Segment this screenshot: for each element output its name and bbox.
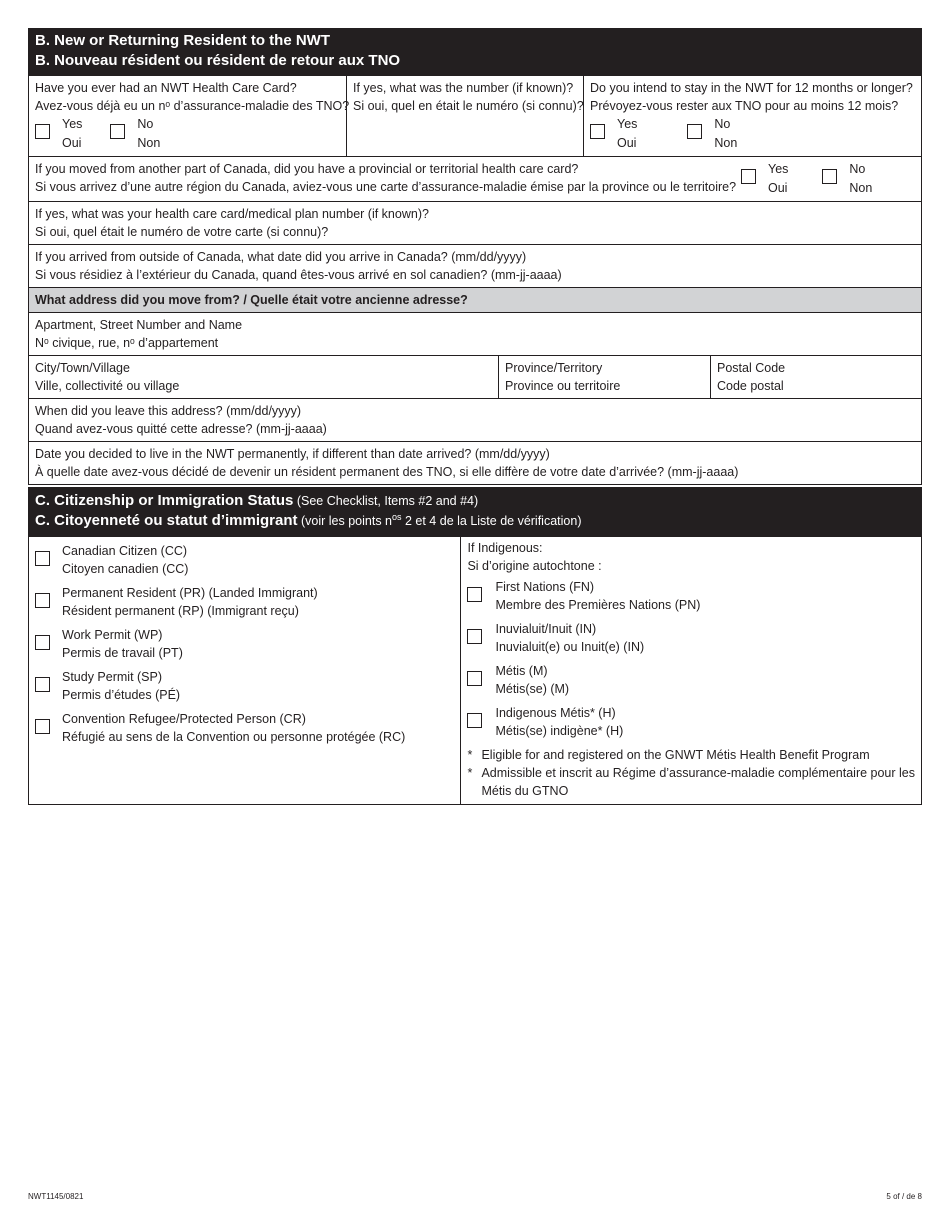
indigenous-in-label-fr: Inuvialuit(e) ou Inuit(e) (IN) [495, 640, 645, 654]
status-wp-checkbox[interactable] [35, 635, 50, 650]
indigenous-option-h[interactable] [467, 704, 915, 742]
section-c-note-fr-b: 2 et 4 de la Liste de vérification) [401, 514, 582, 528]
section-c-body [28, 537, 922, 805]
indigenous-h-label-en: Indigenous Métis* (H) [495, 706, 616, 720]
yes-label-fr: Oui [62, 136, 82, 150]
indigenous-option-m[interactable] [467, 662, 915, 700]
status-option-wp[interactable] [35, 626, 454, 664]
indigenous-h-checkbox[interactable] [467, 713, 482, 728]
yes-label-en: Yes [617, 117, 638, 131]
arrival-date-label-fr: Si vous résidiez à l’extérieur du Canada, quand êtes-vous arrivé en sol canadien? (mm-jj-aaaa) [35, 268, 562, 282]
previous-address-heading: What address did you move from? / Quelle était votre ancienne adresse? [35, 293, 468, 307]
city-field[interactable] [29, 356, 498, 398]
provincial-card-row [29, 156, 921, 201]
provincial-card-options [739, 157, 921, 201]
plan-number-row [29, 201, 921, 244]
leave-date-label-en: When did you leave this address? (mm/dd/yyyy) [35, 404, 302, 418]
plan-number-label-en: If yes, what was your health care card/medical plan number (if known)? [35, 207, 429, 221]
status-sp-checkbox[interactable] [35, 677, 50, 692]
form-code: NWT1145/0821 [28, 1192, 84, 1201]
had-card-label-en: Have you ever had an NWT Health Care Card? [35, 81, 297, 95]
indigenous-option-in[interactable] [467, 620, 915, 658]
section-b-title-en: B. New or Returning Resident to the NWT [35, 32, 330, 49]
status-pr-label-en: Permanent Resident (PR) (Landed Immigrant) [62, 586, 318, 600]
stay-no-option[interactable] [687, 115, 737, 153]
status-pr-label-fr: Résident permanent (RP) (Immigrant reçu) [62, 604, 299, 618]
footnote-star: * [467, 748, 473, 762]
provincial-card-yes-option[interactable] [741, 160, 788, 198]
page-number: 5 of / de 8 [886, 1192, 922, 1201]
indigenous-footnote [467, 746, 915, 800]
postal-label-en: Postal Code [717, 361, 786, 375]
card-number-label-en: If yes, what was the number (if known)? [353, 81, 574, 95]
stay-options [590, 115, 915, 153]
section-c-title-en-line [35, 491, 915, 511]
arrival-date-field[interactable] [29, 245, 921, 287]
footnote-fr-line2: Métis du GTNO [481, 784, 569, 798]
section-b-title-fr: B. Nouveau résident ou résident de retour aux TNO [35, 52, 401, 69]
indigenous-header-en: If Indigenous: [467, 541, 543, 555]
health-card-row [29, 76, 921, 156]
status-list [29, 537, 460, 804]
section-b [28, 28, 922, 485]
no-label-fr: Non [137, 136, 161, 150]
permanent-date-field[interactable] [29, 442, 921, 484]
provincial-card-label-en: If you moved from another part of Canada, did you have a provincial or territorial health care card? [35, 162, 579, 176]
indigenous-header [467, 539, 915, 575]
province-field[interactable] [498, 356, 710, 398]
plan-number-field[interactable] [29, 202, 921, 244]
had-card-no-checkbox[interactable] [110, 124, 125, 139]
arrival-date-label-en: If you arrived from outside of Canada, what date did you arrive in Canada? (mm/dd/yyyy) [35, 250, 527, 264]
indigenous-fn-checkbox[interactable] [467, 587, 482, 602]
plan-number-label-fr: Si oui, quel était le numéro de votre carte (si connu)? [35, 225, 329, 239]
leave-date-row [29, 398, 921, 441]
stay-yes-option[interactable] [590, 115, 637, 153]
stay-yes-checkbox[interactable] [590, 124, 605, 139]
street-label-fr: Nᵒ civique, rue, nᵒ d’appartement [35, 336, 219, 350]
provincial-card-no-option[interactable] [822, 160, 872, 198]
footnote-en: Eligible for and registered on the GNWT Métis Health Benefit Program [481, 748, 870, 762]
previous-address-header [29, 287, 921, 312]
yes-label-fr: Oui [617, 136, 637, 150]
had-card-yes-option[interactable] [35, 115, 82, 153]
card-number-field[interactable] [346, 76, 583, 156]
indigenous-option-fn[interactable] [467, 578, 915, 616]
footnote-fr-line1: Admissible et inscrit au Régime d’assurance-maladie complémentaire pour les [481, 766, 915, 780]
section-c [28, 487, 922, 805]
city-label-fr: Ville, collectivité ou village [35, 379, 180, 393]
status-option-pr[interactable] [35, 584, 454, 622]
status-option-cr[interactable] [35, 710, 454, 748]
street-label-en: Apartment, Street Number and Name [35, 318, 243, 332]
city-province-postal-row [29, 355, 921, 398]
section-b-header [28, 28, 922, 76]
status-pr-checkbox[interactable] [35, 593, 50, 608]
permanent-date-label-fr: À quelle date avez-vous décidé de devenir un résident permanent des TNO, si elle diffère de votre date d’arrivée? (mm-jj-aaaa) [35, 465, 739, 479]
yes-label-en: Yes [62, 117, 83, 131]
status-wp-label-en: Work Permit (WP) [62, 628, 163, 642]
provincial-card-question [29, 157, 739, 201]
provincial-card-label-fr: Si vous arrivez d’une autre région du Canada, aviez-vous une carte d’assurance-maladie émise par la province ou le territoire? [35, 180, 737, 194]
status-cr-label-fr: Réfugié au sens de la Convention ou personne protégée (RC) [62, 730, 406, 744]
indigenous-in-checkbox[interactable] [467, 629, 482, 644]
card-number-label-fr: Si oui, quel en était le numéro (si connu)? [353, 99, 584, 113]
status-option-cc[interactable] [35, 542, 454, 580]
had-card-no-option[interactable] [110, 115, 160, 153]
indigenous-list [460, 537, 921, 804]
had-card-yes-checkbox[interactable] [35, 124, 50, 139]
indigenous-in-label-en: Inuvialuit/Inuit (IN) [495, 622, 597, 636]
status-sp-label-en: Study Permit (SP) [62, 670, 163, 684]
indigenous-fn-label-en: First Nations (FN) [495, 580, 595, 594]
had-nwt-card-question [29, 76, 350, 156]
postal-label-fr: Code postal [717, 379, 784, 393]
no-label-fr: Non [849, 181, 873, 195]
leave-date-field[interactable] [29, 399, 921, 441]
section-c-note-en: (See Checklist, Items #2 and #4) [293, 494, 479, 508]
street-row [29, 312, 921, 355]
province-label-en: Province/Territory [505, 361, 603, 375]
footnote-star: * [467, 766, 473, 780]
indigenous-fn-label-fr: Membre des Premières Nations (PN) [495, 598, 701, 612]
status-cr-checkbox[interactable] [35, 719, 50, 734]
stay-label-en: Do you intend to stay in the NWT for 12 months or longer? [590, 81, 913, 95]
section-c-title-fr-line [35, 511, 915, 531]
indigenous-m-label-en: Métis (M) [495, 664, 548, 678]
indigenous-h-label-fr: Métis(se) indigène* (H) [495, 724, 624, 738]
postal-code-field[interactable] [710, 356, 921, 398]
no-label-en: No [849, 162, 866, 176]
province-label-fr: Province ou territoire [505, 379, 621, 393]
had-card-options [35, 115, 340, 153]
section-c-title-en: C. Citizenship or Immigration Status [35, 492, 294, 509]
permanent-date-label-en: Date you decided to live in the NWT permanently, if different than date arrived? (mm/dd/yyyy) [35, 447, 550, 461]
leave-date-label-fr: Quand avez-vous quitté cette adresse? (mm-jj-aaaa) [35, 422, 327, 436]
status-wp-label-fr: Permis de travail (PT) [62, 646, 183, 660]
status-cc-label-fr: Citoyen canadien (CC) [62, 562, 189, 576]
stay-label-fr: Prévoyez-vous rester aux TNO pour au moins 12 mois? [590, 99, 899, 113]
section-c-note-fr-a: (voir les points n [297, 514, 392, 528]
stay-no-checkbox[interactable] [687, 124, 702, 139]
section-b-body [28, 76, 922, 485]
indigenous-m-checkbox[interactable] [467, 671, 482, 686]
status-cc-checkbox[interactable] [35, 551, 50, 566]
street-field[interactable] [29, 313, 921, 355]
no-label-fr: Non [714, 136, 738, 150]
provincial-card-no-checkbox[interactable] [822, 169, 837, 184]
arrival-date-row [29, 244, 921, 287]
no-label-en: No [714, 117, 731, 131]
yes-label-fr: Oui [768, 181, 788, 195]
section-c-note-fr-sup: os [392, 511, 402, 522]
status-option-sp[interactable] [35, 668, 454, 706]
status-sp-label-fr: Permis d’études (PÉ) [62, 688, 181, 702]
no-label-en: No [137, 117, 154, 131]
city-label-en: City/Town/Village [35, 361, 130, 375]
had-card-label-fr: Avez-vous déjà eu un nᵒ d’assurance-maladie des TNO? [35, 99, 350, 113]
indigenous-m-label-fr: Métis(se) (M) [495, 682, 570, 696]
stay-12-months-question [583, 76, 921, 156]
section-c-title-fr: C. Citoyenneté ou statut d’immigrant [35, 512, 298, 529]
indigenous-header-fr: Si d’origine autochtone : [467, 559, 602, 573]
section-c-header [28, 487, 922, 537]
permanent-date-row [29, 441, 921, 484]
status-cc-label-en: Canadian Citizen (CC) [62, 544, 188, 558]
yes-label-en: Yes [768, 162, 789, 176]
status-cr-label-en: Convention Refugee/Protected Person (CR) [62, 712, 306, 726]
provincial-card-yes-checkbox[interactable] [741, 169, 756, 184]
